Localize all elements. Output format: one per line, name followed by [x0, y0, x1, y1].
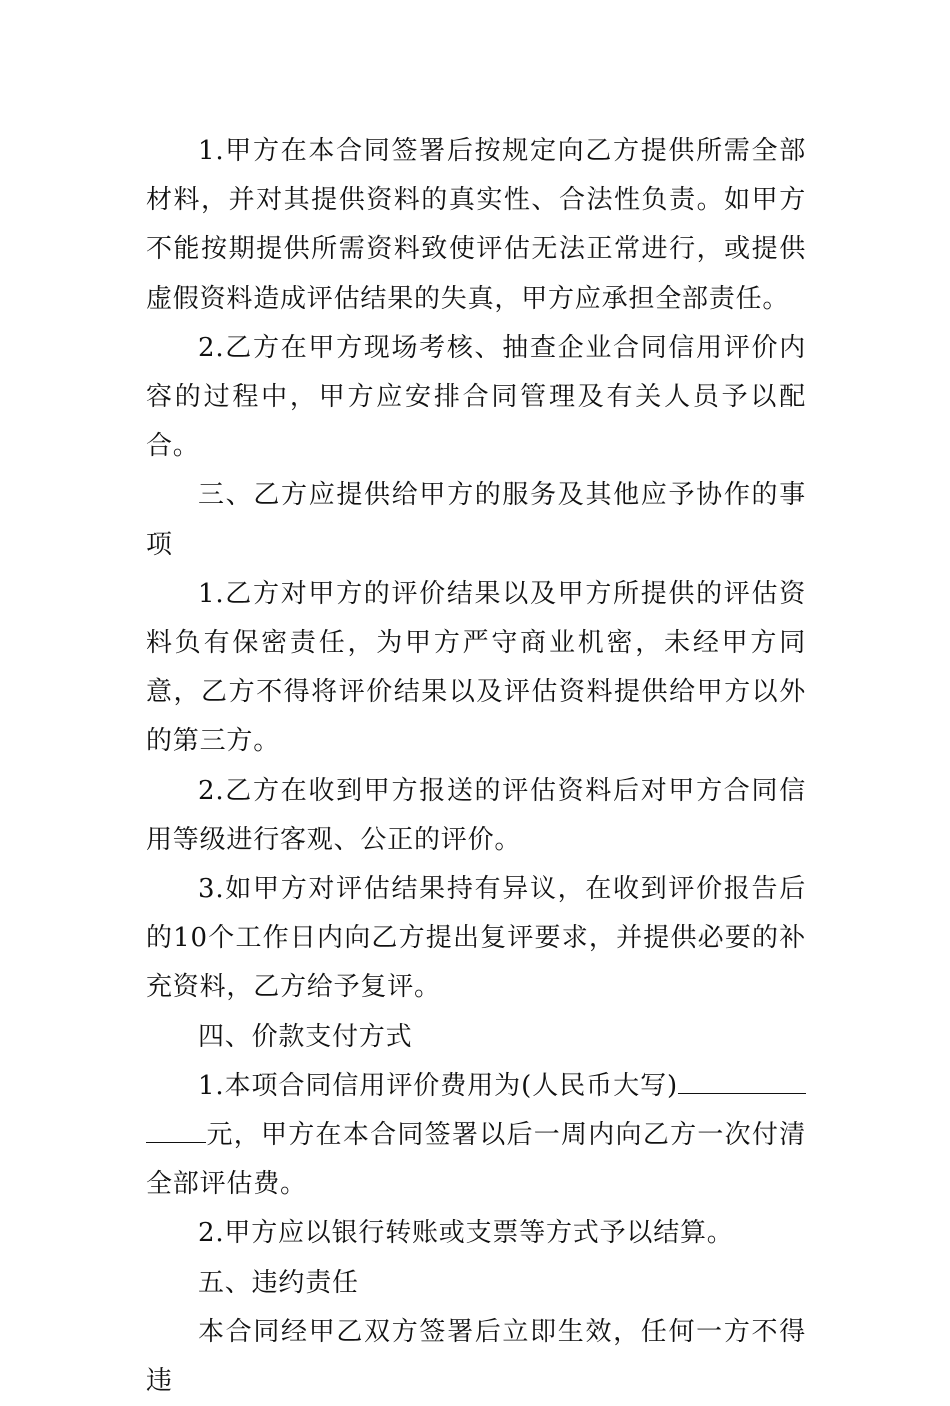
document-page	[146, 127, 806, 1406]
clause-party-a-cooperation: 2.乙方在甲方现场考核、抽查企业合同信用评价内容的过程中，甲方应安排合同管理及有关人员予以配合。	[146, 332, 806, 462]
fee-clause-tail-text: 元，甲方在本合同签署以后一周内向乙方一次付清全部评估费。	[146, 1120, 806, 1200]
clause-re-evaluation: 3.如甲方对评估结果持有异议，在收到评价报告后的10个工作日内向乙方提出复评要求，并提供必要的补充资料，乙方给予复评。	[146, 874, 806, 1003]
section-heading-liability: 五、违约责任	[198, 1267, 359, 1298]
section-heading-party-b-services: 三、乙方应提供给甲方的服务及其他应予协作的事项	[146, 480, 806, 560]
clause-fee-amount	[146, 1062, 806, 1210]
clause-party-a-materials: 1.甲方在本合同签署后按规定向乙方提供所需全部材料，并对其提供资料的真实性、合法性负责。如甲方不能按期提供所需资料致使评估无法正常进行，或提供虚假资料造成评估结果的失真，甲方应承担全部责任。	[146, 136, 806, 314]
clause-liability-effective: 本合同经甲乙双方签署后立即生效，任何一方不得违	[146, 1316, 806, 1397]
clause-payment-method: 2.甲方应以银行转账或支票等方式予以结算。	[198, 1218, 734, 1249]
fee-amount-blank	[678, 1067, 806, 1094]
clause-party-b-evaluation: 2.乙方在收到甲方报送的评估资料后对甲方合同信用等级进行客观、公正的评价。	[146, 775, 806, 855]
fee-clause-lead-text: 1.本项合同信用评价费用为(人民币大写)	[198, 1070, 678, 1101]
fee-amount-blank-continued	[146, 1116, 206, 1143]
section-heading-payment: 四、价款支付方式	[198, 1021, 413, 1052]
clause-party-b-confidentiality: 1.乙方对甲方的评价结果以及甲方所提供的评估资料负有保密责任，为甲方严守商业机密，未经甲方同意，乙方不得将评价结果以及评估资料提供给甲方以外的第三方。	[146, 578, 806, 757]
